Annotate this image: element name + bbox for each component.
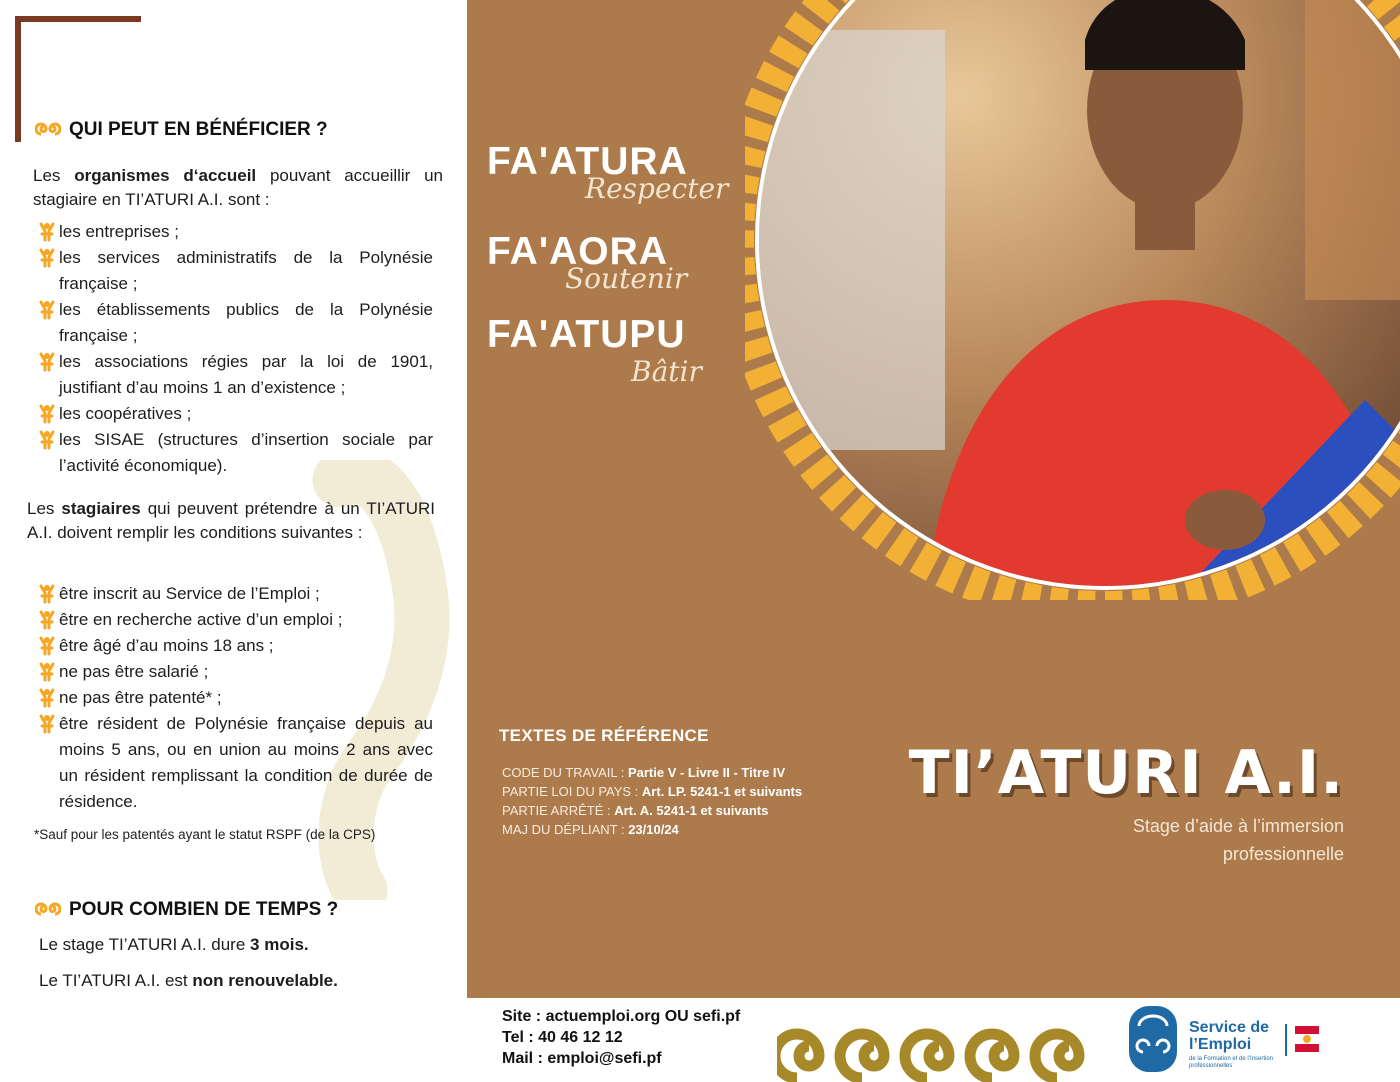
- reference-item: [502, 801, 802, 820]
- reference-item: [502, 763, 802, 782]
- condition-item: [35, 685, 433, 711]
- intro-bold: organismes d‘accueil: [74, 166, 257, 185]
- tiki-bullet-icon: [39, 584, 55, 604]
- contact-block: [502, 1006, 740, 1069]
- condition-item: [35, 581, 433, 607]
- reference-item: [502, 820, 802, 839]
- tiki-bullet-icon: [39, 300, 55, 320]
- tiki-bullet-icon: [39, 352, 55, 372]
- tiki-bullet-icon: [39, 714, 55, 734]
- logo-text: [1189, 1019, 1269, 1053]
- conditions-list: [35, 581, 433, 815]
- condition-item-text: être inscrit au Service de l’Emploi ;: [59, 584, 320, 603]
- tiki-bullet-icon: [39, 662, 55, 682]
- heading-duration: [35, 899, 338, 921]
- organisme-item-text: les établissements publics de la Polynésie française ;: [59, 300, 433, 345]
- reference-label: CODE DU TRAVAIL :: [502, 765, 625, 780]
- intro-paragraph: [33, 164, 443, 212]
- brand-subtitle: Stage d’aide à l’immersion professionnelle: [1132, 816, 1344, 864]
- left-panel: [0, 0, 467, 1082]
- word-faatupu: FA'ATUPU: [487, 313, 686, 356]
- script-soutenir: Soutenir: [565, 262, 688, 295]
- swirl-icon: [35, 120, 61, 140]
- tiki-bullet-icon: [39, 222, 55, 242]
- condition-item-text: ne pas être salarié ;: [59, 662, 209, 681]
- organisme-item-text: les coopératives ;: [59, 404, 192, 423]
- tiki-bullet-icon: [39, 610, 55, 630]
- organisme-item: [35, 349, 433, 401]
- reference-value: Art. LP. 5241-1 et suivants: [641, 784, 803, 799]
- condition-item-text: être en recherche active d’un emploi ;: [59, 610, 343, 629]
- references-list: [502, 763, 802, 839]
- logo-small-text: de la Formation et de l’Insertion professionnelles: [1189, 1056, 1274, 1069]
- heading-duration-text: POUR COMBIEN DE TEMPS ?: [69, 899, 339, 920]
- script-batir: Bâtir: [631, 355, 702, 388]
- references-title: TEXTES DE RÉFÉRENCE: [499, 726, 709, 745]
- reference-item: [502, 782, 802, 801]
- stagiaires-paragraph: [27, 497, 435, 545]
- stag-pre: Les: [27, 499, 55, 518]
- organisme-item-text: les SISAE (structures d’insertion sociale par l’activité économique).: [59, 430, 433, 475]
- wave-pattern-icon: [777, 1020, 1107, 1082]
- tiki-bullet-icon: [39, 636, 55, 656]
- renewal-bold: non renouvelable.: [192, 971, 338, 990]
- reference-value: Partie V - Livre II - Titre IV: [627, 765, 786, 780]
- word-faaora: FA'AORA: [487, 230, 668, 273]
- footer: [467, 998, 1400, 1082]
- organisme-item-text: les services administratifs de la Polynésie française ;: [59, 248, 433, 293]
- condition-item-text: ne pas être patenté* ;: [59, 688, 222, 707]
- sefi-emblem-icon: [1127, 1004, 1179, 1074]
- tiki-bullet-icon: [39, 688, 55, 708]
- organisme-item: [35, 297, 433, 349]
- reference-label: MAJ DU DÉPLIANT :: [502, 822, 625, 837]
- tiki-bullet-icon: [39, 248, 55, 268]
- right-panel: [467, 0, 1400, 998]
- script-respecter: Respecter: [585, 172, 729, 205]
- organisme-item: [35, 427, 433, 479]
- tiki-bullet-icon: [39, 430, 55, 450]
- heading-who: [35, 119, 328, 141]
- stag-post: qui peuvent prétendre à un TI’ATURI A.I. doivent remplir les conditions suivantes :: [27, 499, 435, 542]
- condition-item: [35, 711, 433, 815]
- heading-who-text: QUI PEUT EN BÉNÉFICIER ?: [69, 119, 328, 140]
- reference-label: PARTIE ARRÊTÉ :: [502, 803, 611, 818]
- intro-post: pouvant accueillir un stagiaire en TI’ATURI A.I. sont :: [33, 166, 444, 209]
- reference-label: PARTIE LOI DU PAYS :: [502, 784, 639, 799]
- organisme-item-text: les entreprises ;: [59, 222, 179, 241]
- renewal-line: [39, 971, 338, 991]
- contact-tel: Tel : 40 46 12 12: [502, 1029, 623, 1046]
- organisme-item: [35, 401, 433, 427]
- duration-pre: Le stage TI’ATURI A.I. dure: [39, 935, 246, 954]
- organisme-item: [35, 245, 433, 297]
- brand-title: TI’ATURI A.I.: [908, 738, 1344, 808]
- reference-value: 23/10/24: [628, 822, 679, 837]
- intro-pre: Les: [33, 166, 61, 185]
- logo-divider: [1285, 1024, 1287, 1056]
- worker-photo: [745, 0, 1400, 600]
- footnote: *Sauf pour les patentés ayant le statut RSPF (de la CPS): [34, 827, 376, 842]
- logo-line1: Service de: [1189, 1019, 1270, 1036]
- sefi-logo: [1127, 1004, 1377, 1074]
- logo-line2: l’Emploi: [1189, 1036, 1252, 1053]
- condition-item: [35, 659, 433, 685]
- duration-line: [39, 935, 309, 955]
- condition-item: [35, 607, 433, 633]
- condition-item: [35, 633, 433, 659]
- stag-bold: stagiaires: [61, 499, 141, 518]
- organisme-item: [35, 219, 433, 245]
- polynesia-flag-icon: [1295, 1026, 1319, 1052]
- contact-mail: Mail : emploi@sefi.pf: [502, 1050, 662, 1067]
- duration-bold: 3 mois.: [250, 935, 309, 954]
- condition-item-text: être résident de Polynésie française depuis au moins 5 ans, ou en union au moins 2 ans avec un résident remplissant la condition de durée de résidence.: [59, 714, 433, 811]
- organisme-item-text: les associations régies par la loi de 1901, justifiant d’au moins 1 an d’existence ;: [59, 352, 433, 397]
- swirl-icon: [35, 900, 61, 920]
- tiki-bullet-icon: [39, 404, 55, 424]
- contact-site: Site : actuemploi.org OU sefi.pf: [502, 1008, 741, 1025]
- organismes-list: [35, 219, 433, 479]
- renewal-pre: Le TI’ATURI A.I. est: [39, 971, 188, 990]
- word-faatura: FA'ATURA: [487, 140, 688, 183]
- condition-item-text: être âgé d’au moins 18 ans ;: [59, 636, 274, 655]
- reference-value: Art. A. 5241-1 et suivants: [614, 803, 769, 818]
